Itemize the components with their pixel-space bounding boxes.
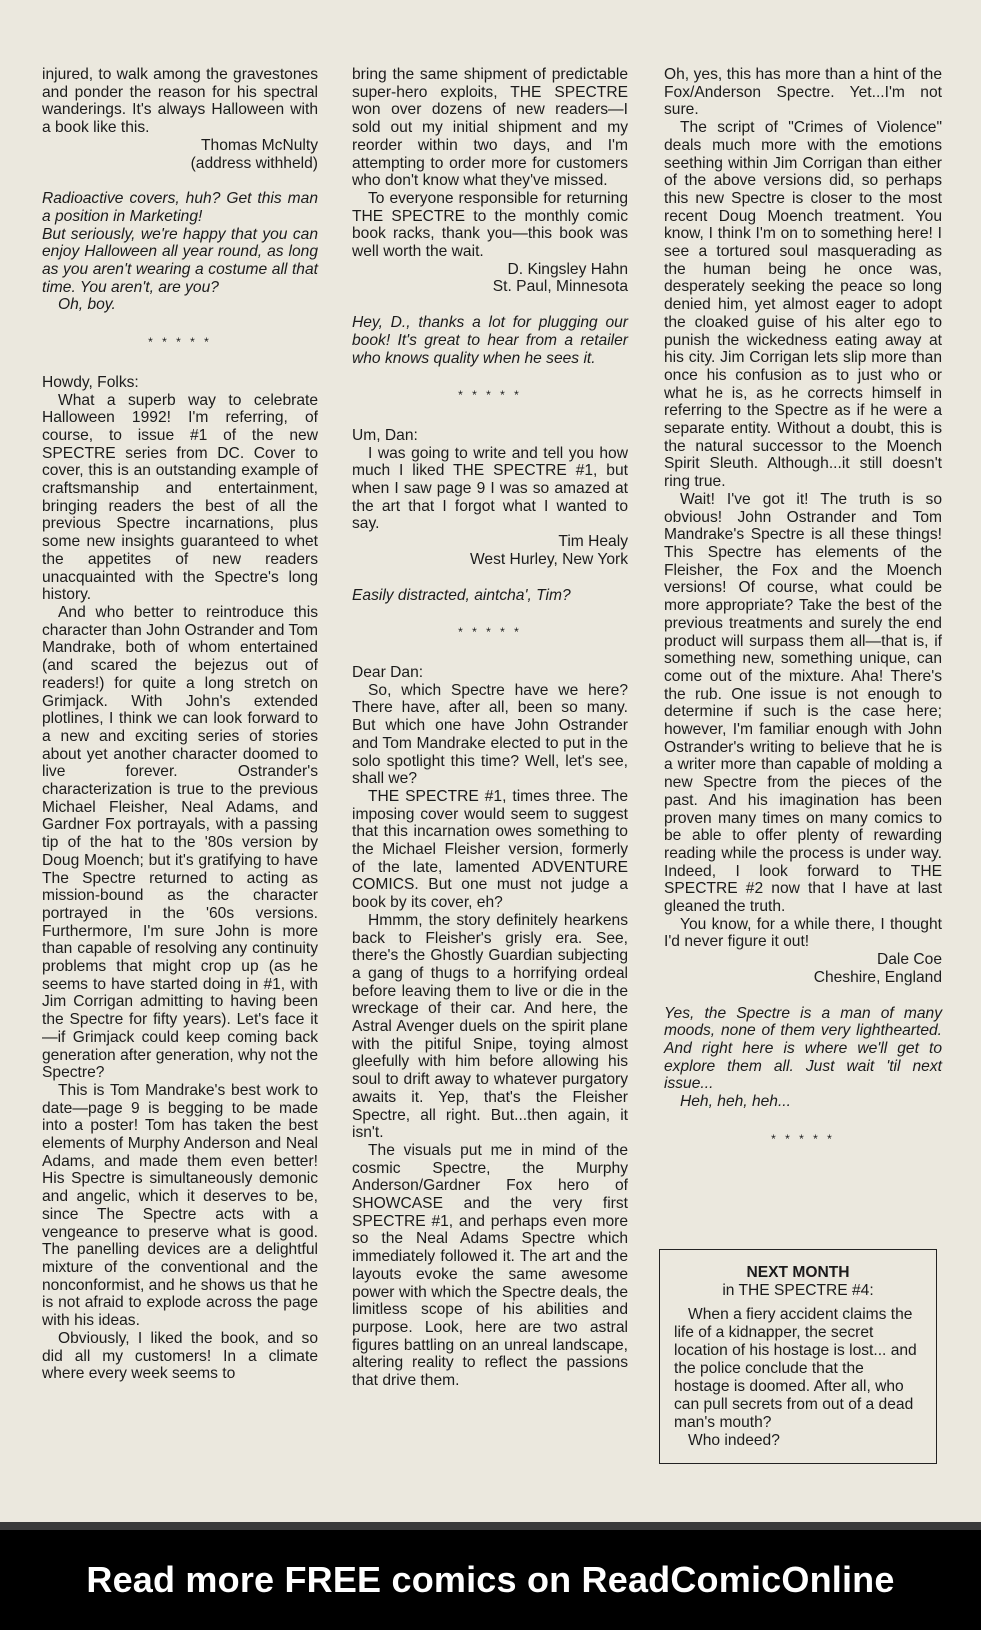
letters-column-1 [42, 66, 318, 1383]
letter-text: THE SPECTRE #1, times three. The imposing cover would seem to suggest that this incarnation owes something to the Michael Fleisher version, formerly of the late, lamented ADVENTURE COMICS. But one must not judge a book by its cover, eh? [352, 787, 628, 912]
editor-response [352, 314, 628, 367]
editor-response [42, 190, 318, 314]
next-month-title: NEXT MONTH [746, 1264, 850, 1281]
letter-signature-location: St. Paul, Minnesota [492, 278, 628, 296]
letter-text: To everyone responsible for returning THE SPECTRE to the monthly comic book racks, thank you—this book was well worth the wait. [352, 189, 628, 261]
promo-banner[interactable] [0, 1530, 981, 1630]
editor-response-line: Oh, boy. [58, 296, 116, 314]
editor-response [352, 587, 628, 605]
letter-signature-name: Tim Healy [558, 533, 628, 551]
letter-text: injured, to walk among the gravestones and ponder the reason for his spectral wanderings. It's always Halloween with a book like this. [42, 66, 318, 137]
next-month-closing: Who indeed? [688, 1432, 780, 1449]
letter-greeting: Um, Dan: [352, 426, 418, 444]
letter-text: Wait! I've got it! The truth is so obvious! John Ostrander and Tom Mandrake's Spectre is all these things! This Spectre has elements of the Fleisher, the Fox and the Moench versions! Of course, what could be more appropriate? Take the best of the previous treatments and surely the end product will surpass them all—that is, if something new, something unique, can come out of the mixture. Aha! There's the rub. One issue is not enough to determine if such is the case here; however, I'm familiar enough with John Ostrander's writing to believe that he is a writer more than capable of molding a new Spectre from the pieces of the past. And his imagination has been proven many times on many comics to be able to offer plenty of rewarding reading while the process is under way. Indeed, I look forward to THE SPECTRE #2 now that I have at last gleaned the truth. [664, 490, 942, 916]
editor-response-line: Radioactive covers, huh? Get this man a position in Marketing! [42, 190, 318, 225]
letter-signature-location: Cheshire, England [813, 968, 942, 986]
page-bottom-edge [0, 1522, 981, 1530]
letter-greeting: Dear Dan: [352, 663, 424, 681]
section-divider: * * * * * [458, 625, 522, 640]
letter-text: I was going to write and tell you how much I liked THE SPECTRE #1, but when I saw page 9 I was so amazed at the art that I forgot what I wanted to say. [352, 444, 628, 533]
next-month-subtitle: in THE SPECTRE #4: [722, 1282, 874, 1299]
letter-signature-name: D. Kingsley Hahn [507, 260, 628, 278]
letters-column-2 [352, 66, 628, 1390]
letter-signature-location: (address withheld) [190, 154, 318, 172]
editor-response [664, 1005, 942, 1111]
letter-text: So, which Spectre have we here? There have, after all, been so many. But which one have John Ostrander and Tom Mandrake elected to put in the solo spotlight this time? Well, let's see, shall we? [352, 681, 628, 788]
letter-text: Oh, yes, this has more than a hint of the Fox/Anderson Spectre. Yet...I'm not sure. [664, 66, 942, 119]
letter-text: Hmmm, the story definitely hearkens back to Fleisher's grisly era. See, there's the Ghostly Guardian subjecting a gang of thugs to a horrifying ordeal before leaving them to live or die in the wreckage of their car. And here, the Astral Avenger duels on the spirit plane with the pitiful Snipe, toying almost gleefully with him before allowing his soul to drift away to whatever purgatory awaits it. Yep, that's the Fleisher Spectre, all right. But...then again, it isn't. [352, 911, 628, 1142]
editor-response-line: Easily distracted, aintcha', Tim? [352, 586, 571, 604]
section-divider: * * * * * [771, 1131, 835, 1146]
promo-banner-text[interactable]: Read more FREE comics on ReadComicOnline [86, 1559, 895, 1600]
letter-signature-location: West Hurley, New York [469, 550, 628, 568]
letter-text: And who better to reintroduce this character than John Ostrander and Tom Mandrake, both of whom entertained (and scared the bejezus out of readers!) for quite a long stretch on Grimjack. With John's extended plotlines, I think we can look forward to a new and exciting series of stories about yet another character doomed to live forever. Ostrander's characterization is true to the previous Michael Fleisher, Neal Adams, and Gardner Fox portrayals, with a passing tip of the hat to the '80s version by Doug Moench; but it's gratifying to have The Spectre returned to acting as mission-bound as the character portrayed in the '60s versions. Furthermore, I'm sure John is more than capable of resolving any continuity problems that might crop up (as he seems to have started doing in #1, with Jim Corrigan admitting to having been the Spectre for fifty years). Let's face it—if Grimjack could keep coming back generation after generation, why not the Spectre? [42, 603, 318, 1082]
letter-text: Obviously, I liked the book, and so did all my customers! In a climate where every week seems to [42, 1329, 318, 1383]
letter-text: This is Tom Mandrake's best work to date—page 9 is begging to be made into a poster! Tom has taken the best elements of Murphy Anderson and Neal Adams, and made them even better! His Spectre is simultaneously demonic and angelic, which it deserves to be, since The Spectre acts with a vengeance to preserve what is good. The panelling devices are a delightful mixture of the conventional and the nonconformist, and he shows us that he is not afraid to explode across the page with his ideas. [42, 1081, 318, 1330]
letter-text: You know, for a while there, I thought I'd never figure it out! [664, 915, 942, 951]
letter-text: What a superb way to celebrate Halloween 1992! I'm referring, of course, to issue #1 of the new SPECTRE series from DC. Cover to cover, this is an outstanding example of craftsmanship and entertainment, bringing readers the best of all the previous Spectre incarnations, plus some new insights guaranteed to whet the appetites of new readers unacquainted with the Spectre's long history. [42, 391, 318, 604]
editor-response-line: Yes, the Spectre is a man of many moods, none of them very lighthearted. And right here is where we'll get to explore them all. Just wait 'til next issue... [664, 1004, 942, 1093]
letter-signature-name: Thomas McNulty [201, 136, 318, 154]
editor-response-line: Heh, heh, heh... [680, 1093, 791, 1111]
letters-column-3 [664, 66, 942, 1170]
editor-response-line: Hey, D., thanks a lot for plugging our book! It's great to hear from a retailer who knows quality when he sees it. [352, 314, 628, 367]
next-month-box [659, 1249, 937, 1464]
next-month-body: When a fiery accident claims the life of a kidnapper, the secret location of his hostage is lost... and the police conclude that the hostage is doomed. After all, who can pull secrets from out of a dead man's mouth? [674, 1306, 917, 1431]
letter-signature-name: Dale Coe [876, 951, 942, 969]
letter-text: bring the same shipment of predictable super-hero exploits, THE SPECTRE won over dozens of new readers—I sold out my initial shipment and my reorder within two days, and I'm attempting to order more for customers who don't know what they've missed. [352, 66, 628, 190]
letter-text: The visuals put me in mind of the cosmic Spectre, the Murphy Anderson/Gardner Fox hero of SHOWCASE and the very first SPECTRE #1, and perhaps even more so the Neal Adams Spectre which immediately followed it. The art and the layouts evoke the same awesome power with which the Spectre deals, the limitless scope of his abilities and purpose. Look, here are two astral figures battling on an unreal landscape, altering reality to reflect the passions that drive them. [352, 1141, 628, 1390]
letter-greeting: Howdy, Folks: [42, 373, 139, 391]
letter-text: The script of "Crimes of Violence" deals much more with the emotions seething within Jim Corrigan than either of the above versions did, so perhaps this new Spectre is closer to the most recent Doug Moench treatment. You know, I think I'm on to something here! I see a tortured soul masquerading as the human being he once was, desperately seeking the peace so long denied him, yet almost eager to adopt the cloaked guise of his alter ego to punish the wickedness eating away at his city. Jim Corrigan lets slip more than once his confusion as to just who or what he is, as he corrects himself in referring to the Spectre as if he were a separate entity. Without a doubt, this is the natural successor to the Moench Spirit Sleuth. Although...it still doesn't ring true. [664, 119, 942, 491]
section-divider: * * * * * [148, 335, 212, 350]
section-divider: * * * * * [458, 388, 522, 403]
editor-response-line: But seriously, we're happy that you can enjoy Halloween all year round, as long as you aren't wearing a costume all that time. You aren't, are you? [42, 225, 318, 296]
